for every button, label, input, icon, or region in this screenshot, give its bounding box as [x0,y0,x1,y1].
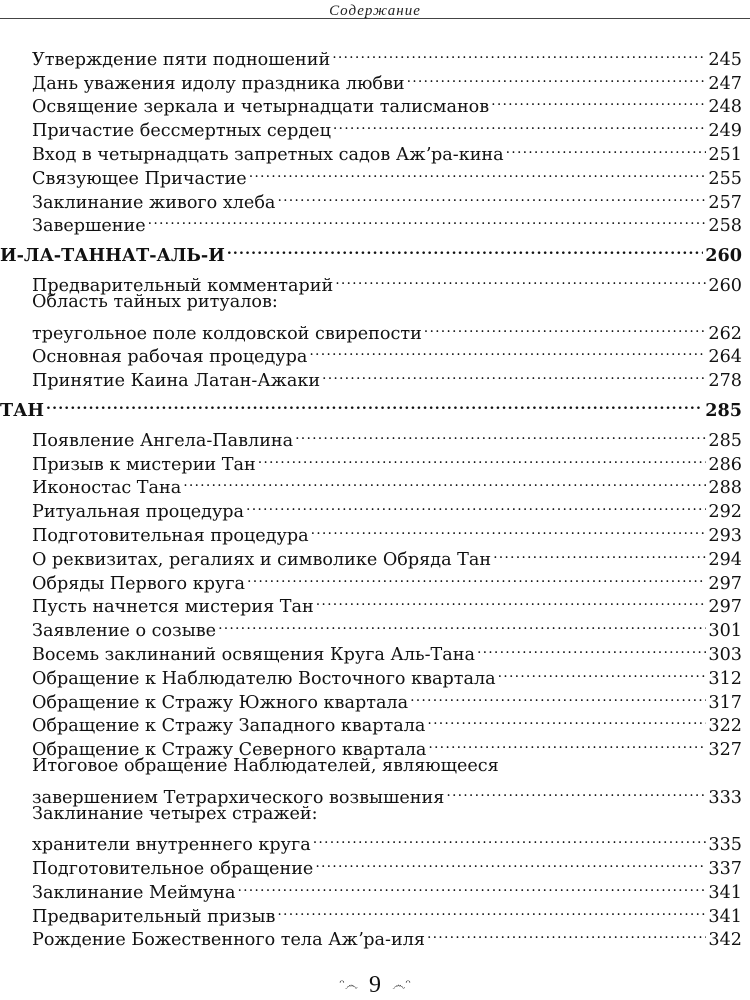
toc-section-title: И-ЛА-ТАННАТ-АЛЬ-И [0,245,225,267]
toc-entry-title: Подготовительная процедура [32,525,309,546]
toc-entry-title: Итоговое обращение Наблюдателей, являющееся [32,756,499,777]
toc-entry-page: 303 [708,644,742,665]
toc-entry[interactable] [0,922,742,951]
dot-leader [335,267,706,291]
toc-entry-page: 260 [708,275,742,296]
toc-entry[interactable] [0,850,742,880]
running-header [0,0,750,19]
toc-entry-page: 257 [708,192,742,213]
dot-leader [477,636,706,660]
toc-entry[interactable] [0,160,742,189]
toc-entry[interactable] [0,136,742,165]
toc-entry-title: Дань уважения идолу праздника любви [32,73,405,94]
toc-entry-title: Предварительный призыв [32,906,276,927]
dot-leader [46,392,703,416]
toc-entry-page: 341 [708,906,742,927]
toc-entry-title: Связующее Причастие [32,168,247,189]
running-header-title: Содержание [329,3,421,19]
dot-leader [407,65,707,89]
dot-leader [427,708,706,732]
toc-entry-title: Вход в четырнадцать запретных садов Ажʼра-кина [32,144,504,165]
dot-leader [246,493,706,517]
ornament-right: ෴ᵔ [392,977,411,994]
toc-entry-page: 258 [708,216,742,237]
toc-entry-title: Призыв к мистерии Тан [32,454,256,475]
toc-entry-title: Принятие Каина Латан-Ажаки [32,371,321,392]
toc-entry-title: Обращение к Стражу Южного квартала [32,692,409,713]
toc-entry[interactable] [0,65,742,94]
toc-entry-first-line[interactable] [0,291,742,315]
toc-entry-first-line[interactable] [0,803,742,827]
toc-entry-page: 249 [708,121,742,142]
toc-entry[interactable] [0,731,742,761]
dot-leader [277,898,706,922]
dot-leader [493,541,706,565]
toc-entry-title: Обращение к Стражу Западного квартала [32,716,426,737]
dot-leader [313,827,707,851]
toc-entry-title: Обращение к Наблюдателю Восточного квартала [32,668,496,689]
toc-section-title: ТАН [0,399,45,421]
toc-section-page: 285 [705,399,742,421]
dot-leader [315,850,706,874]
toc-entry-title: Область тайных ритуалов: [32,291,278,312]
toc-entry[interactable] [0,339,742,368]
toc-section-heading[interactable] [0,392,742,421]
toc-entry-first-line[interactable] [0,755,742,779]
toc-entry-title: Обращение к Стражу Северного квартала [32,740,427,761]
table-of-contents [0,41,750,951]
toc-entry[interactable] [0,446,742,475]
toc-entry-title: Заклинание живого хлеба [32,192,276,213]
dot-leader [148,208,707,232]
toc-entry-title: Рождение Божественного тела Ажʼра-иля [32,930,425,951]
toc-entry-page: 288 [708,478,742,499]
dot-leader [498,660,707,684]
dot-leader [428,731,706,755]
dot-leader [218,612,706,636]
dot-leader [322,362,706,386]
dot-leader [249,160,707,184]
toc-entry-page: 337 [708,859,742,880]
toc-entry-title: Ритуальная процедура [32,502,245,523]
toc-entry-page: 293 [708,525,742,546]
toc-entry-page: 292 [708,502,742,523]
toc-entry-page: 285 [708,430,742,451]
toc-entry-title: хранители внутреннего круга [32,835,311,856]
toc-entry-title: Утверждение пяти подношений [32,49,331,70]
dot-leader [332,41,706,65]
toc-entry-title: Предварительный комментарий [32,275,334,296]
toc-entry[interactable] [0,827,742,856]
toc-entry[interactable] [0,89,742,118]
dot-leader [277,184,706,208]
toc-entry-page: 322 [708,716,742,737]
toc-entry-title: Завершение [32,216,146,237]
toc-entry-page: 286 [708,454,742,475]
toc-entry[interactable] [0,267,742,296]
dot-leader [333,112,707,136]
toc-entry[interactable] [0,208,742,237]
toc-entry-title: Основная рабочая процедура [32,347,308,368]
toc-entry-page: 278 [708,371,742,392]
toc-entry-page: 341 [708,882,742,903]
toc-entry-page: 294 [708,549,742,570]
toc-entry[interactable] [0,708,742,737]
toc-entry[interactable] [0,493,742,523]
toc-entry-title: Подготовительное обращение [32,859,314,880]
page-footer [0,972,750,1000]
toc-entry-page: 342 [708,930,742,951]
toc-entry-page: 262 [708,323,742,344]
toc-entry[interactable] [0,612,742,642]
toc-entry[interactable] [0,636,742,665]
toc-entry-page: 255 [708,168,742,189]
toc-entry-title: Иконостас Тана [32,478,182,499]
toc-entry-title: Заклинание Меймуна [32,882,236,903]
toc-entry[interactable] [0,589,742,618]
toc-entry-page: 264 [708,347,742,368]
toc-entry-page: 297 [708,597,742,618]
toc-entry-title: Обряды Первого круга [32,573,246,594]
toc-entry[interactable] [0,422,742,451]
dot-leader [311,517,707,541]
toc-entry-page: 301 [708,621,742,642]
toc-entry-title: Освящение зеркала и четырнадцати талисманов [32,97,490,118]
toc-entry[interactable] [0,779,742,808]
toc-entry-page: 297 [708,573,742,594]
dot-leader [227,237,703,261]
toc-entry-title: Появление Ангела-Павлина [32,430,294,451]
toc-section-heading[interactable] [0,237,742,267]
toc-entry-title: Восемь заклинаний освящения Круга Аль-Тана [32,644,475,665]
toc-entry[interactable] [0,565,742,594]
toc-entry[interactable] [0,315,742,344]
dot-leader [316,589,707,613]
toc-entry[interactable] [0,541,742,570]
toc-section-page: 260 [705,245,742,267]
toc-entry-title: Заклинание четырех стражей: [32,803,318,824]
toc-entry-page: 317 [708,692,742,713]
toc-entry[interactable] [0,41,742,70]
dot-leader [295,422,706,446]
toc-entry-page: 251 [708,144,742,165]
toc-entry-title: О реквизитах, регалиях и символике Обряда Тан [32,549,492,570]
dot-leader [427,922,706,946]
toc-entry[interactable] [0,517,742,546]
dot-leader [183,470,706,494]
dot-leader [491,89,706,113]
dot-leader [446,779,706,803]
toc-entry[interactable] [0,112,742,142]
dot-leader [309,339,706,363]
dot-leader [258,446,707,470]
toc-entry-title: Пусть начнется мистерия Тан [32,597,314,618]
toc-entry[interactable] [0,874,742,903]
toc-entry-title: завершением Тетрархического возвышения [32,787,445,808]
toc-entry-page: 333 [708,787,742,808]
toc-entry[interactable] [0,684,742,713]
ornament-left: ᵔ෴ [339,977,358,994]
toc-entry-title: Причастие бессмертных сердец [32,121,331,142]
toc-entry-page: 312 [708,668,742,689]
toc-entry[interactable] [0,470,742,499]
toc-entry[interactable] [0,362,742,392]
toc-entry-page: 245 [708,49,742,70]
toc-entry-page: 335 [708,835,742,856]
toc-entry-page: 327 [708,740,742,761]
toc-entry-title: треугольное поле колдовской свирепости [32,323,422,344]
toc-entry-title: Заявление о созыве [32,621,217,642]
dot-leader [247,565,706,589]
toc-entry[interactable] [0,898,742,927]
page-number: 9 [369,972,381,998]
toc-entry[interactable] [0,184,742,213]
dot-leader [424,315,707,339]
dot-leader [506,136,707,160]
dot-leader [410,684,706,708]
toc-entry-page: 247 [708,73,742,94]
dot-leader [237,874,706,898]
toc-entry-page: 248 [708,97,742,118]
toc-entry[interactable] [0,660,742,689]
